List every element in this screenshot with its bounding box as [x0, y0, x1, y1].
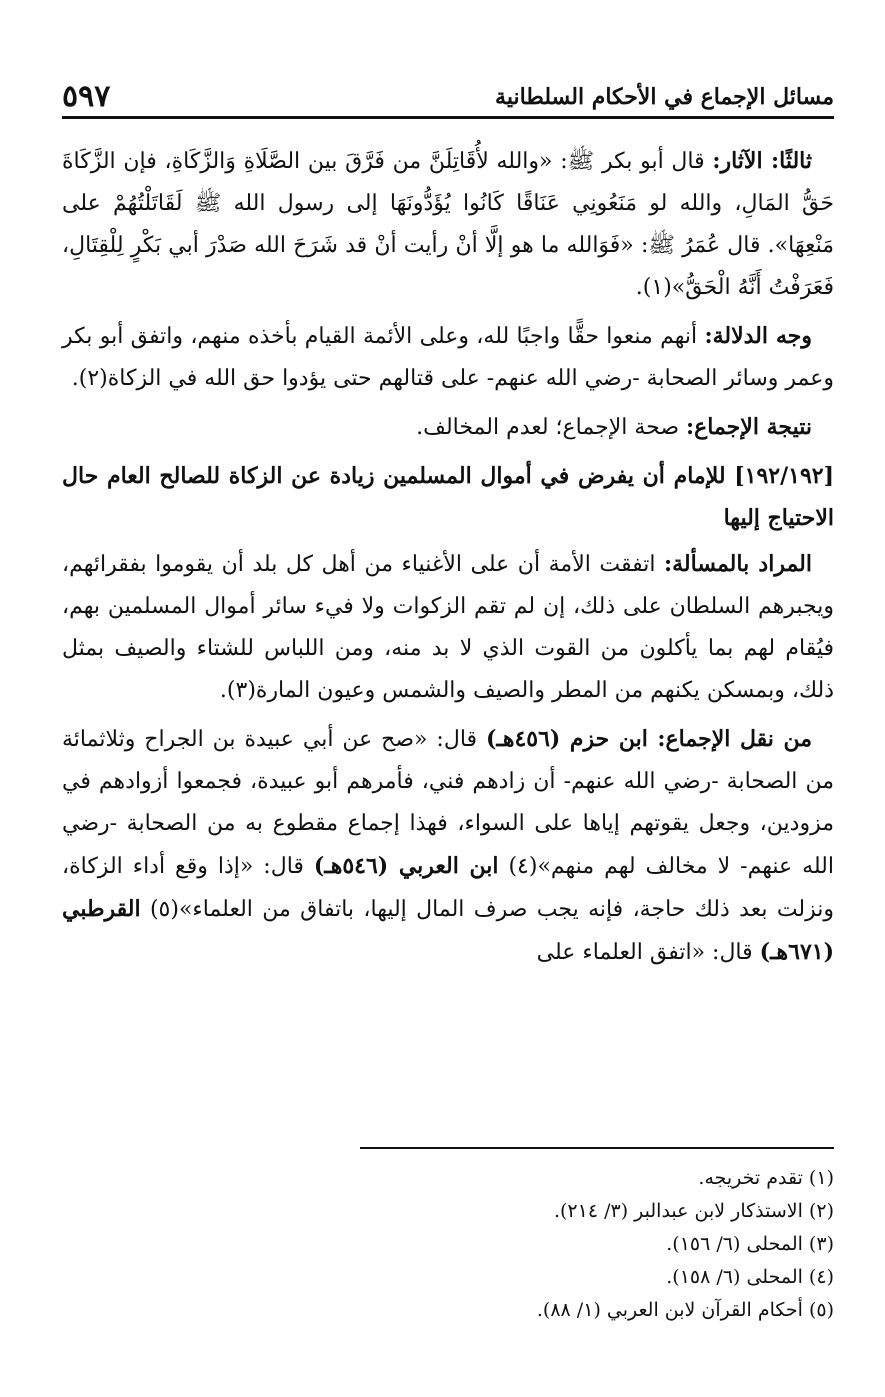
- footnotes: [62, 1162, 834, 1327]
- paragraph-text: أنهم منعوا حقًّا واجبًا لله، وعلى الأئمة القيام بأخذه منهم، واتفق أبو بكر وعمر وسائر الصحابة -رضي الله عنهم- على قتالهم حتى يؤدوا حق الله في الزكاة(٢).: [62, 324, 834, 391]
- paragraph-text: قال: «اتفق العلماء على: [536, 940, 760, 965]
- footnote-divider: [360, 1147, 834, 1149]
- footnote: (٥) أحكام القرآن لابن العربي (١/ ٨٨).: [536, 1299, 834, 1321]
- paragraph-text: قال: «إذا وقع أداء الزكاة، ونزلت بعد ذلك حاجة، فإنه يجب صرف المال إليها، باتفاق من العلماء»(٥): [62, 854, 835, 922]
- footnote: (٣) المحلى (٦/ ١٥٦).: [666, 1233, 834, 1255]
- section-label: وجه الدلالة:: [704, 323, 812, 349]
- scholar-name: القرطبي (٦٧١هـ): [62, 896, 834, 965]
- issue-title: [١٩٢/١٩٢] للإمام أن يفرض في أموال المسلمين زيادة عن الزكاة للصالح العام حال الاحتياج إليها: [62, 463, 834, 531]
- paragraph-murad: [62, 543, 834, 712]
- section-label: المراد بالمسألة:: [664, 551, 812, 577]
- running-title: مسائل الإجماع في الأحكام السلطانية: [495, 84, 834, 110]
- paragraph-result: [62, 406, 834, 449]
- page-number: ٥٩٧: [62, 79, 111, 114]
- footnote: (١) تقدم تخريجه.: [698, 1167, 834, 1189]
- section-label: من نقل الإجماع:: [657, 726, 812, 752]
- paragraph-text: قال: «صح عن أبي عبيدة بن الجراح وثلاثمائة من الصحابة -رضي الله عنهم- أن زادهم فني، فأمرهم أبو عبيدة، فجمعوا أزوادهم في مزودين، وجعل يقوتهم إياها على السواء، فهذا إجماع مقطوع به من الصحابة -رضي الله عنهم- لا مخالف لهم منهم»(٤): [62, 727, 834, 879]
- paragraph-text: قال أبو بكر ﷺ: «والله لأُقَاتِلَنَّ من فَرَّقَ بين الصَّلَاةِ وَالزَّكَاةِ، فإن الزَّكَاةَ حَقُّ المَالِ، والله لو مَنَعُونِي عَنَاقًا كَانُوا يُؤَدُّونَهَا إلى رسول الله ﷺ لَقَاتَلْتُهُمْ على مَنْعِهَا». قال عُمَرُ ﷺ: «فَوَالله ما هو إلَّا أنْ رأيت أنْ قد شَرَحَ الله صَدْرَ أبي بَكْرٍ لِلْقِتَالِ، فَعَرَفْتُ أَنَّهُ الْحَقُّ»(١).: [62, 149, 834, 300]
- paragraph-naql: [62, 718, 834, 974]
- paragraph-athar: [62, 140, 834, 309]
- page-header: [62, 70, 834, 119]
- section-label: نتيجة الإجماع:: [686, 414, 812, 440]
- scholar-name: ابن العربي (٥٤٦هـ): [313, 853, 499, 879]
- paragraph-dalala: [62, 315, 834, 400]
- paragraph-text: اتفقت الأمة أن على الأغنياء من أهل كل بلد أن يقوموا بفقرائهم، ويجبرهم السلطان على ذلك، إن لم تقم الزكوات ولا فيء سائر أموال المسلمين بهم، فيُقام لهم بما يأكلون من القوت الذي لا بد منه، ومن اللباس للشتاء والصيف بمثل ذلك، وبمسكن يكنهم من المطر والصيف والشمس وعيون المارة(٣).: [62, 552, 834, 703]
- footnote: (٤) المحلى (٦/ ١٥٨).: [666, 1266, 834, 1288]
- section-label: ثالثًا: الآثار:: [712, 148, 812, 174]
- scholar-name: ابن حزم (٤٥٦هـ): [485, 726, 658, 752]
- footnote: (٢) الاستذكار لابن عبدالبر (٣/ ٢١٤).: [553, 1200, 834, 1222]
- paragraph-text: صحة الإجماع؛ لعدم المخالف.: [416, 415, 687, 440]
- main-text: [62, 140, 834, 980]
